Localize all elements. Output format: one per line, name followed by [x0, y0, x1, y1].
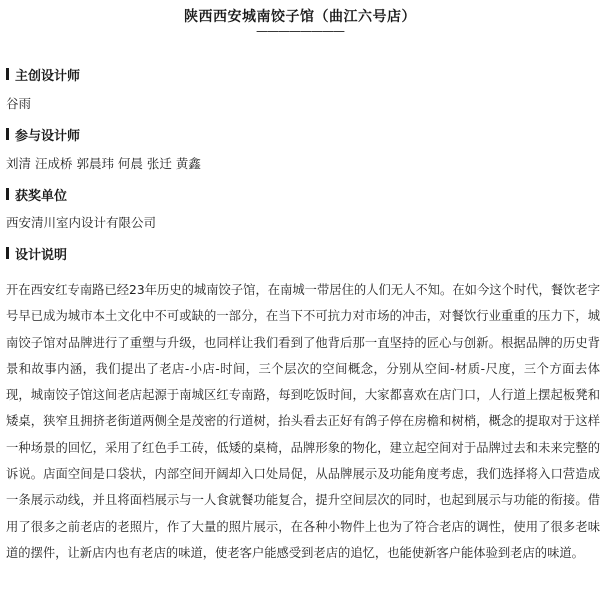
section-heading-designers — [6, 126, 80, 142]
design-description-text: 开在西安红专南路已经23年历史的城南饺子馆，在南城一带居住的人们无人不知。在如今这个时代，餐饮老字号早已成为城市本土文化中不可或缺的一部分，在当下不可抗力对市场的冲击，对餐饮行业重重的压力下，城南饺子馆对品牌进行了重塑与升级，也同样让我们看到了他背后那一直坚持的匠心与创新。根据品牌的历史背景和故事内涵，我们提出了老店-小店-时间，三个层次的空间概念，分别从空间-材质-尺度，三个方面去体现，城南饺子馆这间老店起源于南城区红专南路，每到吃饭时间，大家都喜欢在店门口，人行道上摆起板凳和矮桌，狭窄且拥挤老街道两侧全是茂密的行道树，抬头看去正好有鸽子停在房檐和树梢，概念的提取对于这样一种场景的回忆，采用了红色手工砖，低矮的桌椅，品牌形象的物化，建立起空间对于品牌过去和未来完整的诉说。店面空间是口袋状，内部空间开阔却入口处局促，从品牌展示及功能角度考虑，我们选择将入口营造成一条展示动线，并且将面档展示与一人食就餐功能复合，提升空间层次的同时，也起到展示与功能的衔接。借用了很多之前老店的老照片，作了大量的照片展示，在各种小物件上也为了符合老店的调性，使用了很多老味道的摆件，让新店内也有老店的味道，使老客户能感受到老店的追忆，也能使新客户能体验到老店的味道。 — [6, 283, 600, 560]
heading-bar-icon — [6, 128, 9, 140]
section-heading-label: 参与设计师 — [15, 128, 81, 144]
heading-bar-icon — [6, 247, 9, 259]
title-divider: ———————— — [256, 24, 344, 38]
designers-value: 刘清 汪成桥 郭晨玮 何晨 张迁 黄鑫 — [6, 156, 201, 171]
heading-bar-icon — [6, 188, 9, 200]
section-heading-description — [6, 245, 67, 261]
page-title: 陕西西安城南饺子馆（曲江六号店） — [184, 9, 416, 25]
section-heading-label: 获奖单位 — [15, 188, 68, 204]
section-heading-lead-designer — [6, 66, 80, 82]
lead-designer-value: 谷雨 — [6, 96, 32, 111]
section-heading-label: 主创设计师 — [15, 68, 81, 84]
heading-bar-icon — [6, 68, 9, 80]
award-unit-value: 西安清川室内设计有限公司 — [6, 215, 157, 230]
section-heading-award-unit — [6, 186, 67, 202]
section-heading-label: 设计说明 — [15, 247, 68, 263]
